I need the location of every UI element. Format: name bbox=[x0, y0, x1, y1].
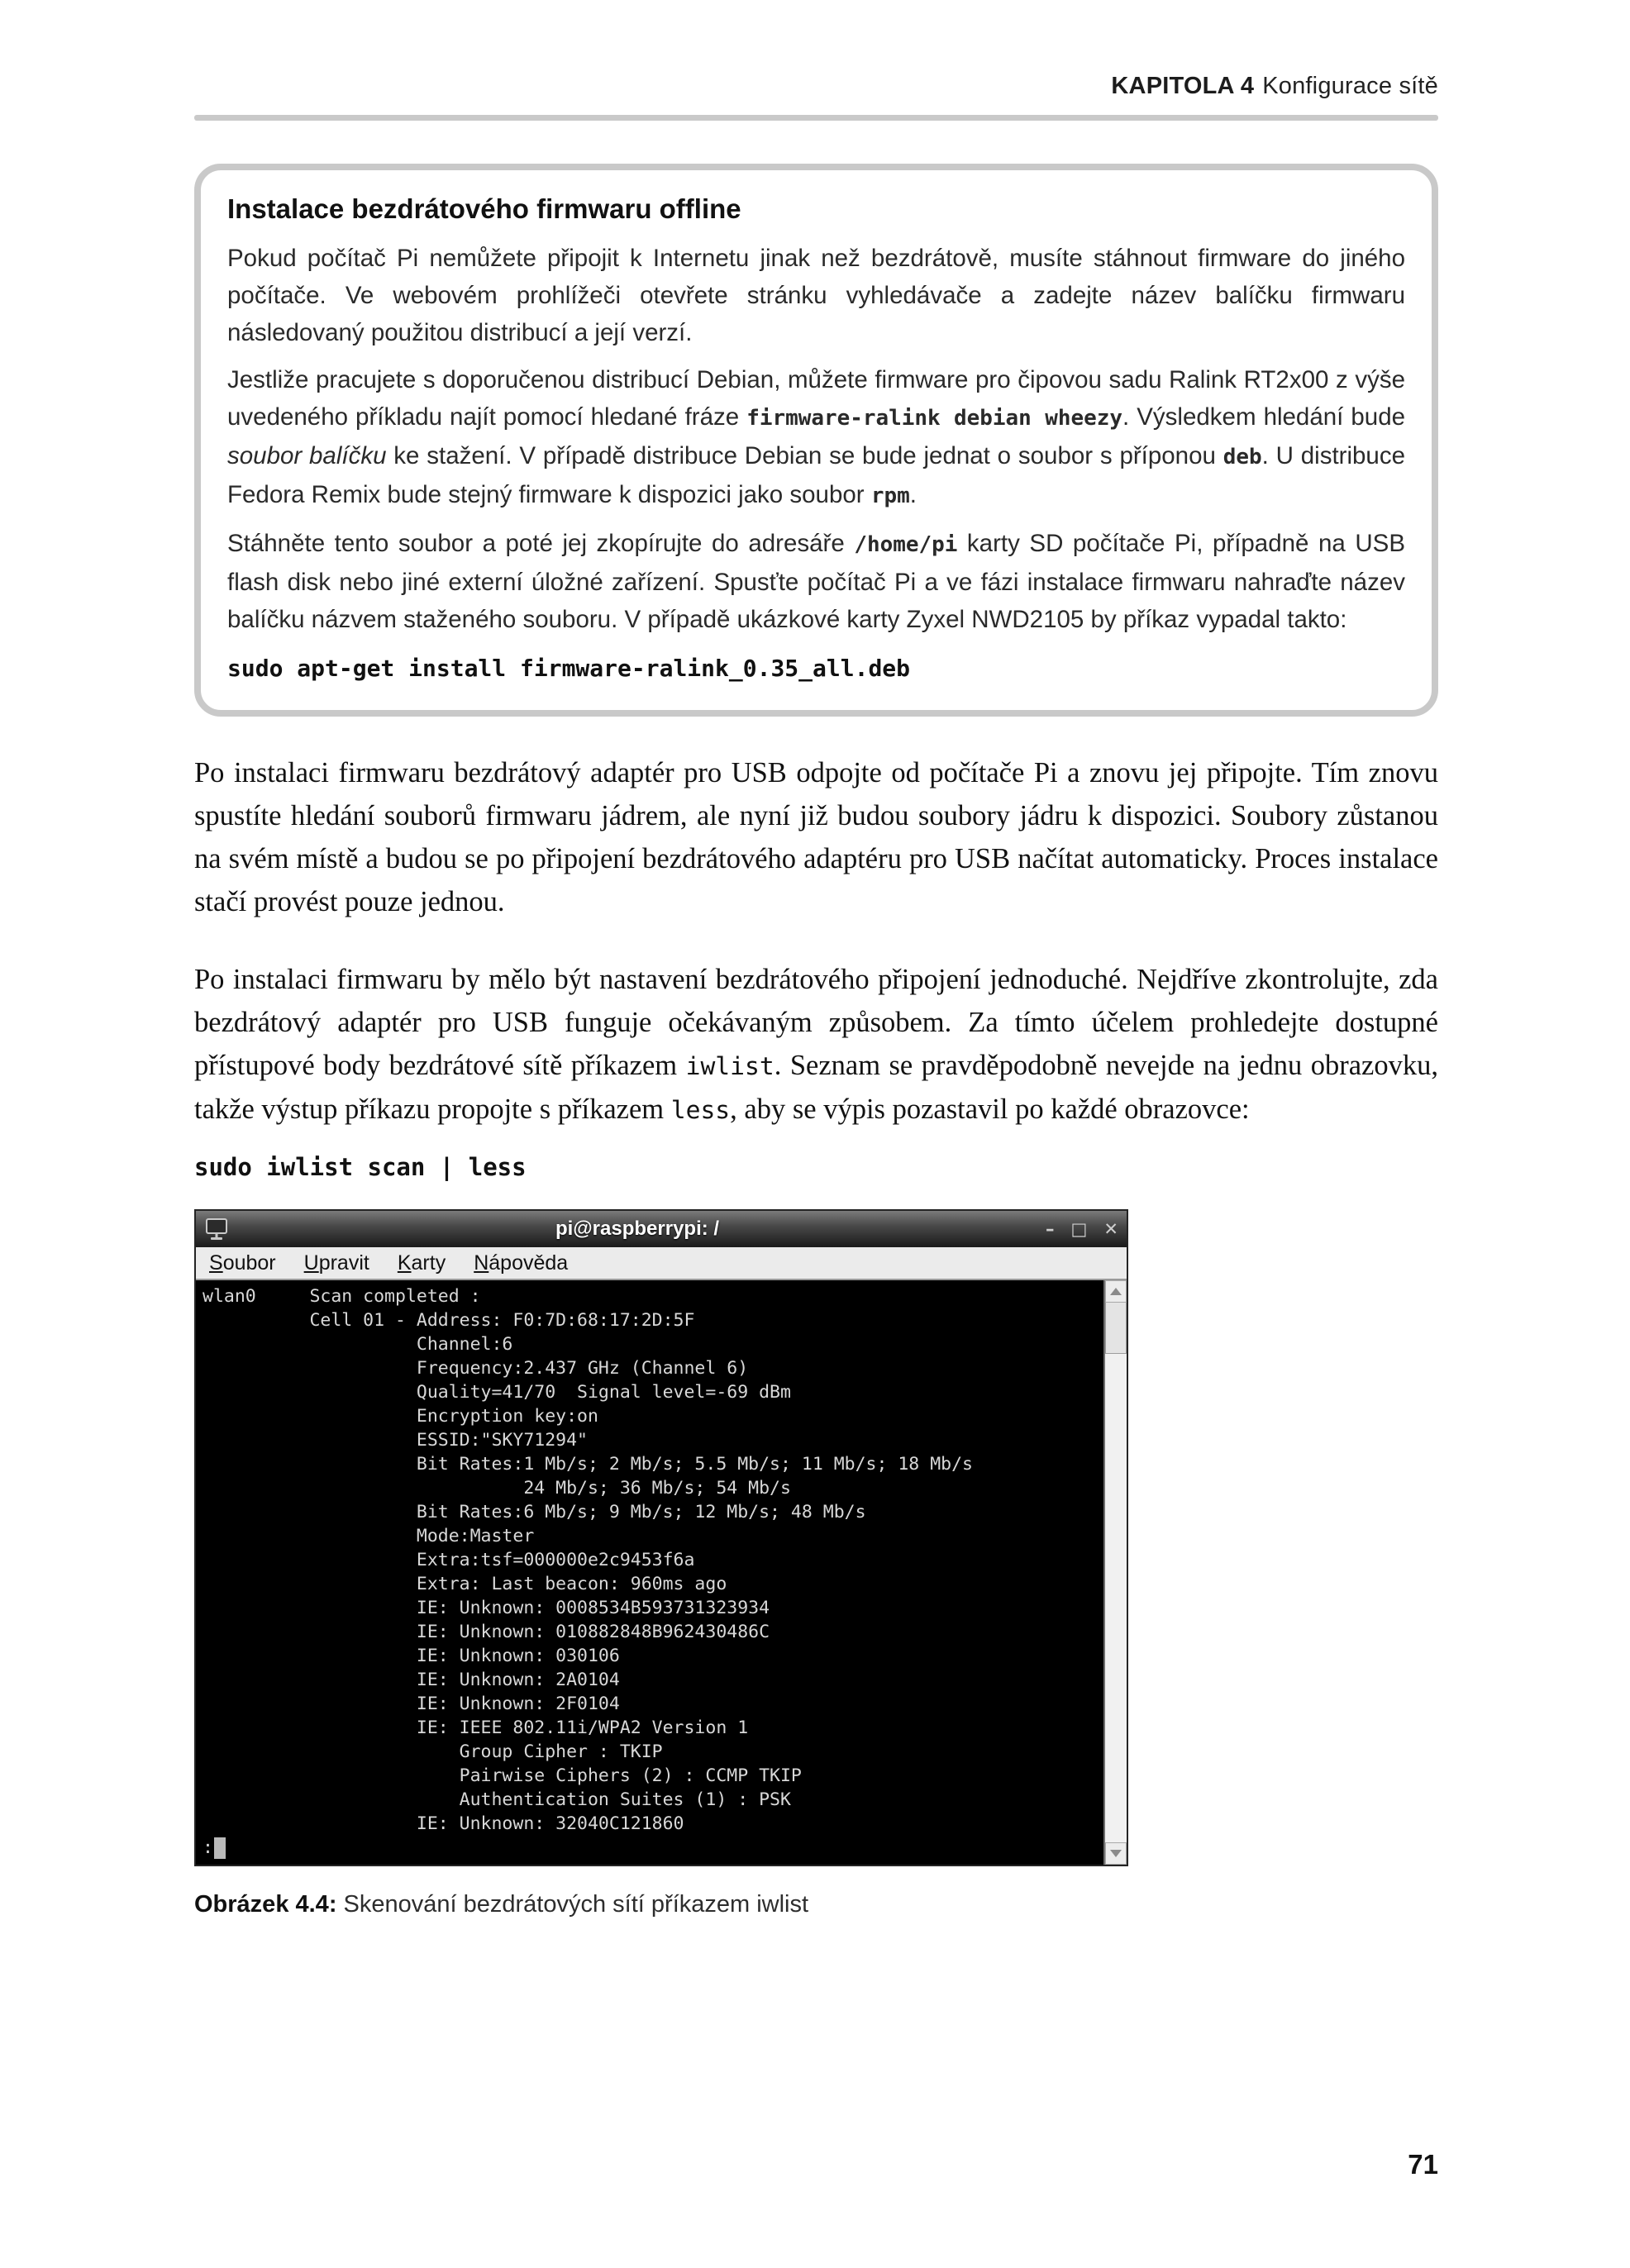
scroll-up-button[interactable] bbox=[1105, 1280, 1127, 1303]
note-box bbox=[194, 164, 1438, 717]
arrow-up-icon bbox=[1110, 1288, 1122, 1295]
note-paragraph bbox=[227, 240, 1405, 351]
terminal-cursor bbox=[214, 1837, 226, 1859]
text-run: ke stažení. V případě distribuce Debian se bude jednat o soubor s příponou bbox=[386, 442, 1223, 469]
text-run: . Seznam se pravděpodobně nevejde na jednu obrazovku, takže výstup příkazu propojte s příkazem bbox=[194, 1050, 1438, 1125]
terminal-titlebar[interactable] bbox=[196, 1211, 1127, 1247]
terminal-line: Authentication Suites (1) : PSK bbox=[203, 1789, 791, 1810]
running-head bbox=[194, 73, 1438, 100]
terminal-line: wlan0 Scan completed : bbox=[203, 1286, 481, 1307]
note-paragraph bbox=[227, 361, 1405, 515]
text-run: . bbox=[909, 481, 917, 508]
terminal-line: Encryption key:on bbox=[203, 1406, 598, 1427]
scrollbar-thumb[interactable] bbox=[1105, 1303, 1127, 1354]
text-run: . U distribuce Fedora Remix bude stejný firmware k dispozici jako soubor bbox=[227, 442, 1405, 508]
window-buttons bbox=[1046, 1218, 1118, 1239]
text-run: Po instalaci firmwaru by mělo být nastavení bezdrátového připojení jednoduché. Nejdříve zkontrolujte, zda bezdrátový adaptér pro USB funguje očekávaným způsobem. Za tímto účelem prohledejte dostupné přístupové body bezdrátové sítě příkazem bbox=[194, 964, 1438, 1081]
menu-item-soubor[interactable]: Soubor bbox=[209, 1251, 276, 1275]
text-run: Po instalaci firmwaru bezdrátový adaptér pro USB odpojte od počítače Pi a znovu jej připojte. Tím znovu spustíte hledání souborů firmwaru jádrem, ale nyní již budou soubory jádru k dispozici. Soubory zůstanou na svém místě a budou se po připojení bezdrátového adaptéru pro USB načítat automaticky. Proces instalace stačí provést pouze jednou. bbox=[194, 757, 1438, 917]
maximize-button[interactable]: □ bbox=[1070, 1218, 1088, 1239]
terminal-line: IE: IEEE 802.11i/WPA2 Version 1 bbox=[203, 1718, 749, 1738]
minimize-button[interactable]: – bbox=[1046, 1218, 1055, 1239]
terminal-output bbox=[196, 1280, 1103, 1865]
inline-code: firmware-ralink debian wheezy bbox=[746, 406, 1123, 431]
terminal-line: Extra:tsf=000000e2c9453f6a bbox=[203, 1550, 695, 1570]
text-run: Stáhněte tento soubor a poté jej zkopírujte do adresáře bbox=[227, 530, 855, 557]
text-run: , aby se výpis pozastavil po každé obrazovce: bbox=[730, 1094, 1250, 1125]
terminal-line: Mode:Master bbox=[203, 1526, 535, 1546]
terminal-line: Bit Rates:1 Mb/s; 2 Mb/s; 5.5 Mb/s; 11 Mb/s; 18 Mb/s bbox=[203, 1454, 973, 1475]
inline-code: iwlist bbox=[685, 1051, 774, 1080]
arrow-down-icon bbox=[1110, 1850, 1122, 1857]
menu-item-upravit[interactable]: Upravit bbox=[303, 1251, 369, 1275]
inline-code: less bbox=[670, 1095, 731, 1124]
inline-code: soubor balíčku bbox=[227, 442, 387, 469]
terminal-window bbox=[194, 1209, 1128, 1866]
note-box-title: Instalace bezdrátového firmwaru offline bbox=[227, 193, 741, 224]
window-title: pi@raspberrypi: / bbox=[555, 1217, 720, 1240]
terminal-line: Cell 01 - Address: F0:7D:68:17:2D:5F bbox=[203, 1310, 695, 1331]
figure-caption-text: Skenování bezdrátových sítí příkazem iwlist bbox=[336, 1891, 809, 1918]
body-paragraph bbox=[194, 751, 1438, 923]
scroll-down-button[interactable] bbox=[1105, 1842, 1127, 1865]
terminal-line: Extra: Last beacon: 960ms ago bbox=[203, 1574, 727, 1594]
terminal-line: ESSID:"SKY71294" bbox=[203, 1430, 588, 1451]
terminal-line: Frequency:2.437 GHz (Channel 6) bbox=[203, 1358, 749, 1379]
header-divider bbox=[194, 115, 1438, 121]
figure-caption-label: Obrázek 4.4: bbox=[194, 1891, 337, 1918]
terminal-line: Channel:6 bbox=[203, 1334, 513, 1355]
terminal-line: IE: Unknown: 2A0104 bbox=[203, 1670, 620, 1690]
terminal-line: IE: Unknown: 32040C121860 bbox=[203, 1813, 684, 1834]
code-block-apt-get: sudo apt-get install firmware-ralink_0.35_all.deb bbox=[227, 655, 911, 682]
inline-code: /home/pi bbox=[854, 532, 958, 557]
terminal-line: IE: Unknown: 2F0104 bbox=[203, 1694, 620, 1714]
terminal-line: IE: Unknown: 030106 bbox=[203, 1646, 620, 1666]
text-run: . Výsledkem hledání bude bbox=[1122, 403, 1406, 431]
page-content bbox=[194, 73, 1438, 1918]
body-paragraph bbox=[194, 958, 1438, 1132]
book-page bbox=[0, 73, 1630, 2268]
note-paragraph bbox=[227, 525, 1405, 638]
terminal-icon bbox=[204, 1217, 229, 1241]
text-run: Pokud počítač Pi nemůžete připojit k Internetu jinak než bezdrátově, musíte stáhnout firmware do jiného počítače. Ve webovém prohlížeči otevřete stránku vyhledávače a zadejte název balíčku firmwaru následovaný použitou distribucí a její verzí. bbox=[227, 245, 1405, 346]
terminal-prompt: : bbox=[203, 1836, 1103, 1860]
text-run: Jestliže pracujete s doporučenou distribucí Debian, můžete firmware pro čipovou sadu Ralink RT2x00 z výše uvedeného příkladu najít pomocí hledané fráze bbox=[227, 366, 1405, 431]
text-run: karty SD počítače Pi, případně na USB flash disk nebo jiné externí úložné zařízení. Spusťte počítač Pi a ve fázi instalace firmwaru nahraďte název balíčku názvem staženého souboru. V případě ukázkové karty Zyxel NWD2105 by příkaz vypadal takto: bbox=[227, 530, 1405, 633]
terminal-line: Pairwise Ciphers (2) : CCMP TKIP bbox=[203, 1765, 802, 1786]
menu-item-karty[interactable]: Karty bbox=[397, 1251, 446, 1275]
inline-code: rpm bbox=[870, 484, 910, 508]
terminal-line: IE: Unknown: 0008534B593731323934 bbox=[203, 1598, 770, 1618]
terminal-line: Quality=41/70 Signal level=-69 dBm bbox=[203, 1382, 791, 1403]
terminal-line: 24 Mb/s; 36 Mb/s; 54 Mb/s bbox=[203, 1478, 791, 1498]
chapter-number: KAPITOLA 4 bbox=[1111, 73, 1255, 99]
terminal-line: IE: Unknown: 010882848B962430486C bbox=[203, 1622, 770, 1642]
inline-code: deb bbox=[1222, 445, 1262, 469]
chapter-title: Konfigurace sítě bbox=[1262, 73, 1438, 99]
terminal-menubar bbox=[196, 1247, 1127, 1280]
terminal-line: Group Cipher : TKIP bbox=[203, 1742, 663, 1762]
page-number: 71 bbox=[1408, 2149, 1438, 2180]
figure-caption bbox=[194, 1891, 1438, 1918]
terminal-body bbox=[196, 1280, 1127, 1865]
terminal-line: Bit Rates:6 Mb/s; 9 Mb/s; 12 Mb/s; 48 Mb/s bbox=[203, 1502, 866, 1522]
code-block-iwlist: sudo iwlist scan | less bbox=[194, 1153, 527, 1181]
terminal-scrollbar[interactable] bbox=[1103, 1280, 1127, 1865]
menu-item-napoveda[interactable]: Nápověda bbox=[474, 1251, 569, 1275]
close-button[interactable]: ✕ bbox=[1103, 1218, 1118, 1239]
